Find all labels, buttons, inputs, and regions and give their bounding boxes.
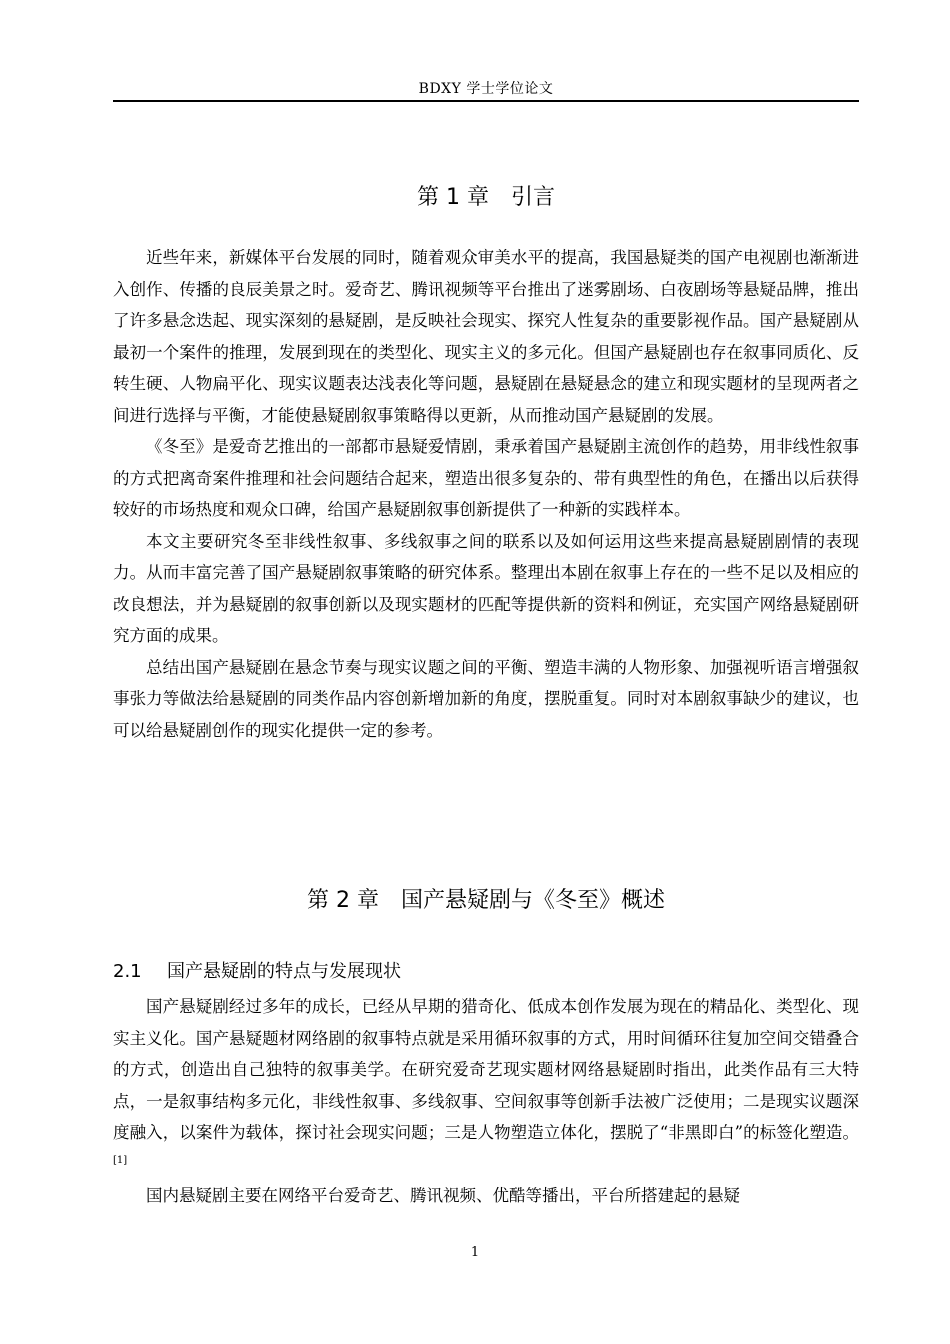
paragraph-text: 国产悬疑剧经过多年的成长，已经从早期的猎奇化、低成本创作发展为现在的精品化、类型化、现实主义化。国产悬疑题材网络剧的叙事特点就是采用循环叙事的方式，用时间循环往复加空间交错叠合的方式，创造出自己独特的叙事美学。在研究爱奇艺现实题材网络悬疑剧时指出，此类作品有三大特点，一是叙事结构多元化，非线性叙事、多线叙事、空间叙事等创新手法被广泛使用；二是现实议题深度融入，以案件为载体，探讨社会现实问题；三是人物塑造立体化，摆脱了“非黑即白”的标签化塑造。 <box>113 997 859 1142</box>
paragraph: 《冬至》是爱奇艺推出的一部都市悬疑爱情剧，秉承着国产悬疑剧主流创作的趋势，用非线性叙事的方式把离奇案件推理和社会问题结合起来，塑造出很多复杂的、带有典型性的角色，在播出以后获得较好的市场热度和观众口碑，给国产悬疑剧叙事创新提供了一种新的实践样本。 <box>113 437 859 519</box>
page-number: 1 <box>470 1245 480 1260</box>
paragraph: 总结出国产悬疑剧在悬念节奏与现实议题之间的平衡、塑造丰满的人物形象、加强视听语言增强叙事张力等做法给悬疑剧的同类作品内容创新增加新的角度，摆脱重复。同时对本剧叙事缺少的建议，也可以给悬疑剧创作的现实化提供一定的参考。 <box>113 657 859 740</box>
section-2-1-body <box>113 991 859 1212</box>
paragraph: 本文主要研究冬至非线性叙事、多线叙事之间的联系以及如何运用这些来提高悬疑剧剧情的表现力。从而丰富完善了国产悬疑剧叙事策略的研究体系。整理出本剧在叙事上存在的一些不足以及相应的改良想法，并为悬疑剧的叙事创新以及现实题材的匹配等提供新的资料和例证，充实国产网络悬疑剧研究方面的成果。 <box>113 531 859 645</box>
running-header: BDXY 学士学位论文 <box>418 81 554 97</box>
paragraph: 国内悬疑剧主要在网络平台爱奇艺、腾讯视频、优酷等播出，平台所搭建起的悬疑 <box>146 1186 740 1205</box>
section-heading <box>113 957 859 983</box>
section-number: 2.1 <box>113 961 142 982</box>
header-rule <box>113 100 859 102</box>
paragraph: 近些年来，新媒体平台发展的同时，随着观众审美水平的提高，我国悬疑类的国产电视剧也渐渐进入创作、传播的良辰美景之时。爱奇艺、腾讯视频等平台推出了迷雾剧场、白夜剧场等悬疑品牌，推出了许多悬念迭起、现实深刻的悬疑剧，是反映社会现实、探究人性复杂的重要影视作品。国产悬疑剧从最初一个案件的推理，发展到现在的类型化、现实主义的多元化。但国产悬疑剧也存在叙事同质化、反转生硬、人物扁平化、现实议题表达浅表化等问题，悬疑剧在悬疑悬念的建立和现实题材的呈现两者之间进行选择与平衡，才能使悬疑剧叙事策略得以更新，从而推动国产悬疑剧的发展。 <box>113 248 859 425</box>
chapter-1-title: 第 1 章 引言 <box>417 185 555 210</box>
citation-marker[interactable]: [1] <box>113 1154 128 1166</box>
chapter-2-title: 第 2 章 国产悬疑剧与《冬至》概述 <box>307 888 665 913</box>
paragraph <box>113 991 859 1180</box>
chapter-1-body <box>113 242 859 746</box>
section-title: 国产悬疑剧的特点与发展现状 <box>167 961 401 982</box>
